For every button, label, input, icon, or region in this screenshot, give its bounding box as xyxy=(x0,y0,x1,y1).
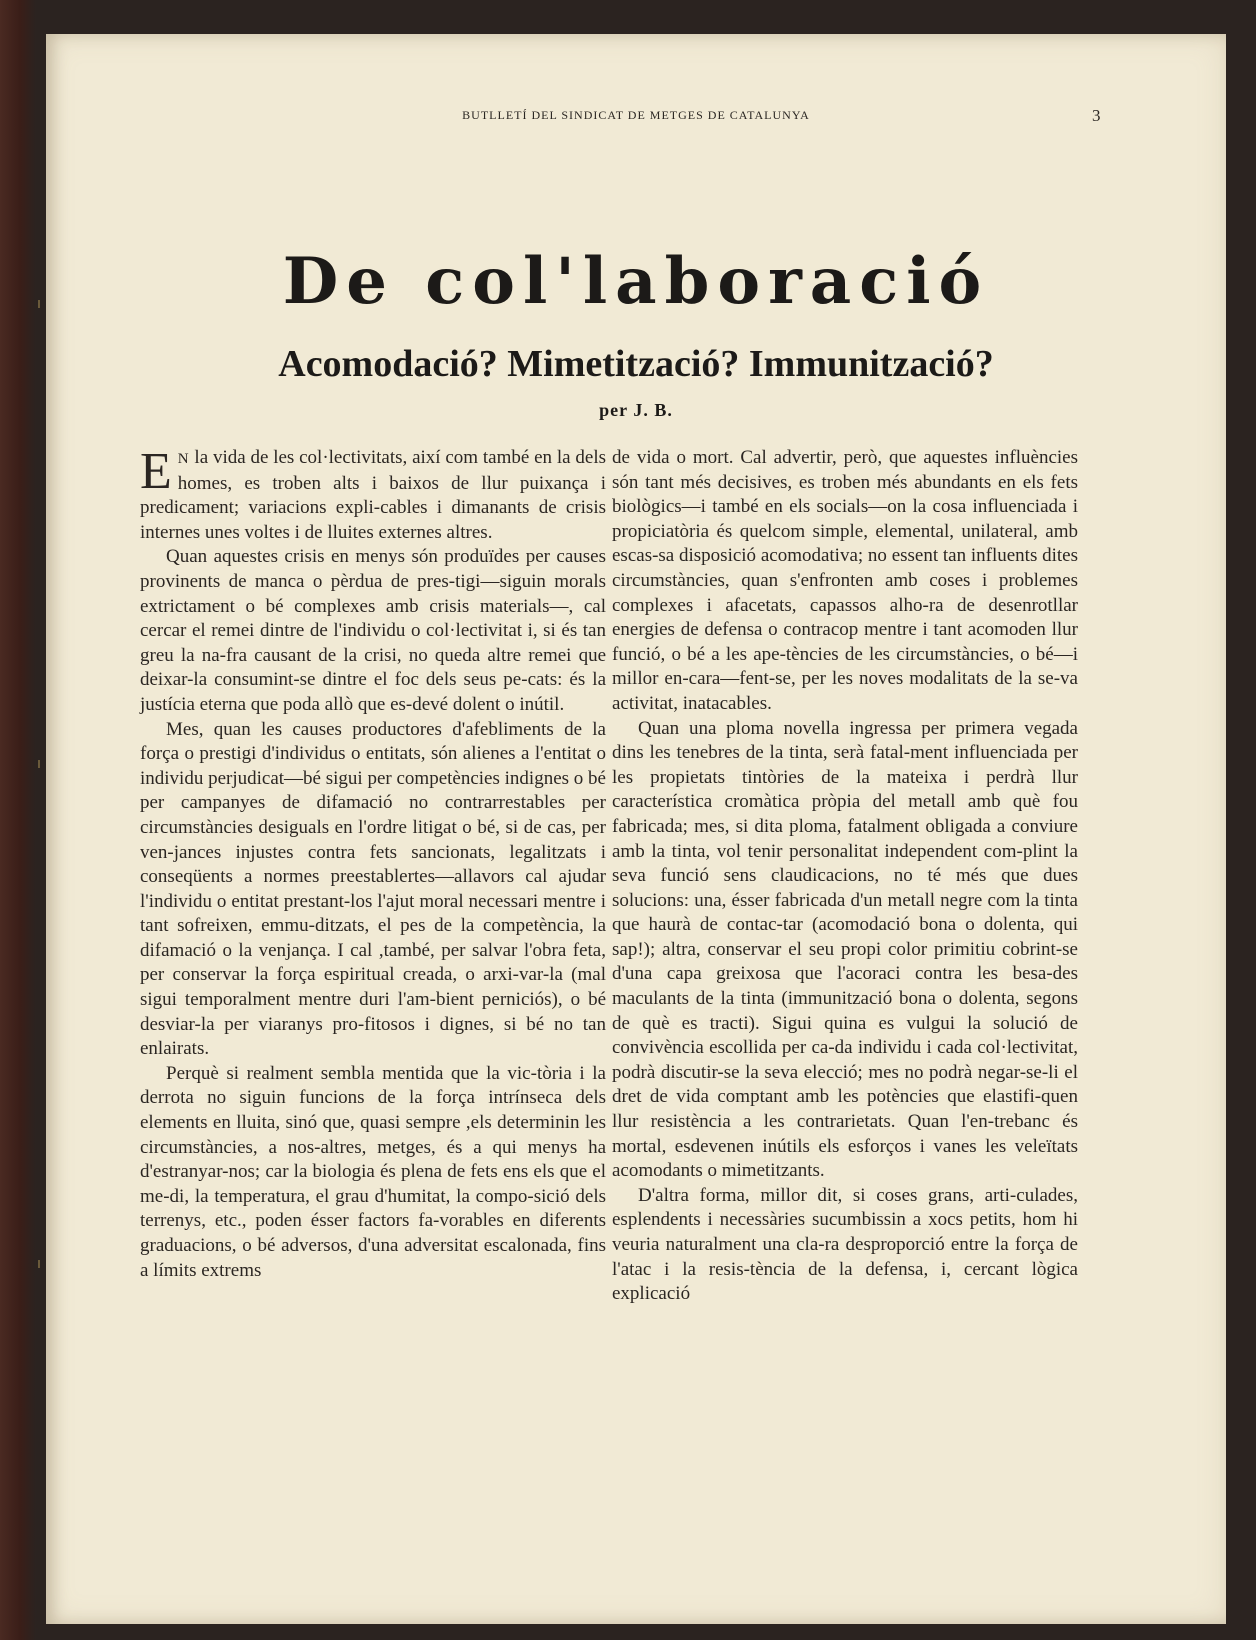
paragraph: de vida o mort. Cal advertir, però, que aquestes influències són tant més decisives, es troben més abundants en els fets biològics—i també en els socials—on la cosa influenciada i propiciatòria és quelcom simple, elemental, unilateral, amb escas-sa disposició acomodativa; no essent tan influents dites circumstàncies, quan s'enfronten amb coses i problemes complexes i afacetats, capassos alho-ra de desenrotllar energies de defensa o contracop mentre i tant acomoden llur funció, o bé a les ape-tències de les circumstàncies, o bé—i millor en-cara—fent-se, per les noves modalitats de la se-va activitat, inatacables. xyxy=(612,447,1078,714)
binding-mark xyxy=(38,300,40,308)
small-caps-lead: N xyxy=(177,451,190,467)
article-title: De col'laboració xyxy=(282,244,990,319)
paragraph: Mes, quan les causes productores d'afebliments de la força o prestigi d'individus o entitats, són alienes a l'entitat o individu perjudicat—bé sigui per competències indignes o bé per campanyes de difamació no contrarrestables per circumstàncies desiguals en l'ordre litigat o bé, si de cas, per ven-jances injustes contra fets sancionats, legalitzats i conseqüents a normes preestablertes—allavors cal ajudar l'individu o entitat prestant-los l'ajut moral necessari mentre i tant sofreixen, emmu-ditzats, el pes de la competència, la difamació o la venjança. I cal ,també, per salvar l'obra feta, per conservar la força espiritual creada, o arxi-var-la (mal sigui temporalment mentre duri l'am-bient perniciós), o bé desviar-la per viaranys pro-fitosos i dignes, si bé no tan enlairats. xyxy=(140,718,606,1060)
paragraph xyxy=(140,443,606,545)
paragraph-text: la vida de les col·lectivitats, així com també en la dels homes, es troben alts i baixos de llur puixança i predicament; variacions expli-cables i dimanants de crisis internes unes voltes i de lluites externes altres. xyxy=(140,447,606,543)
right-text-column xyxy=(612,446,1078,1307)
binding-mark xyxy=(38,1260,40,1268)
drop-cap: E xyxy=(140,443,172,500)
running-header: BUTLLETÍ DEL SINDICAT DE METGES DE CATALUNYA xyxy=(462,108,810,122)
binding-mark xyxy=(38,760,40,768)
paragraph: Quan una ploma novella ingressa per primera vegada dins les tenebres de la tinta, serà fatal-ment influenciada per les propietats tintòries de la mateixa i perdrà llur característica cromàtica pròpia del metall amb què fou fabricada; mes, si dita ploma, fatalment obligada a conviure amb la tinta, vol tenir personalitat independent com-plint la seva funció sens claudicacions, no té més que dues solucions: una, ésser fabricada d'un metall negre com la tinta que haurà de contac-tar (acomodació bona o dolenta, qui sap!); altra, conservar el seu propi color primitiu cobrint-se d'una capa greixosa que l'acoraci contra les besa-des maculants de la tinta (immunització bona o dolenta, segons de què es tracti). Sigui quina es vulgui la solució de convivència escollida per ca-da individu i cada col·lectivitat, podrà discutir-se la seva elecció; mes no podrà negar-se-li el dret de vida comptant amb les potències que elastifi-quen llur resistència a les contrarietats. Quan l'en-trebanc és mortal, esdevenen inútils els esforços i vanes les veleïtats acomodants o mimetitzants. xyxy=(612,717,1078,1182)
paragraph: Quan aquestes crisis en menys són produïdes per causes provinents de manca o pèrdua de pres-tigi—siguin morals extrictament o bé complexes amb crisis materials—, cal cercar el remei dintre de l'individu o col·lectivitat i, si és tan greu la na-fra causant de la crisi, no queda altre remei que deixar-la consumint-se dintre el foc dels seus pe-cats: és la justícia eterna que poda allò que es-devé dolent o inútil. xyxy=(140,546,606,715)
journal-page xyxy=(46,34,1226,1624)
left-text-column xyxy=(140,443,606,1283)
paragraph: D'altra forma, millor dit, si coses grans, arti-culades, esplendents i necessàries sucumbissin a xocs petits, hom hi veuria naturalment una cla-ra desproporció entre la força de l'atac i la resis-tència de la defensa, i, cercant lògica explicació xyxy=(612,1184,1078,1305)
article-byline: per J. B. xyxy=(599,400,673,420)
paragraph: Perquè si realment sembla mentida que la vic-tòria i la derrota no siguin funcions de la força intrínseca dels elements en lluita, sinó que, quasi sempre ,els determinin les circumstàncies, a nos-altres, metges, és a qui menys ha d'estranyar-nos; car la biologia és plena de fets ens els que el me-di, la temperatura, el grau d'humitat, la compo-sició dels terrenys, etc., poden ésser factors fa-vorables en diferents graduacions, o bé adversos, d'una adversitat escalonada, fins a límits extrems xyxy=(140,1062,606,1281)
page-number: 3 xyxy=(1092,106,1101,125)
article-subtitle: Acomodació? Mimetització? Immunització? xyxy=(278,343,994,385)
